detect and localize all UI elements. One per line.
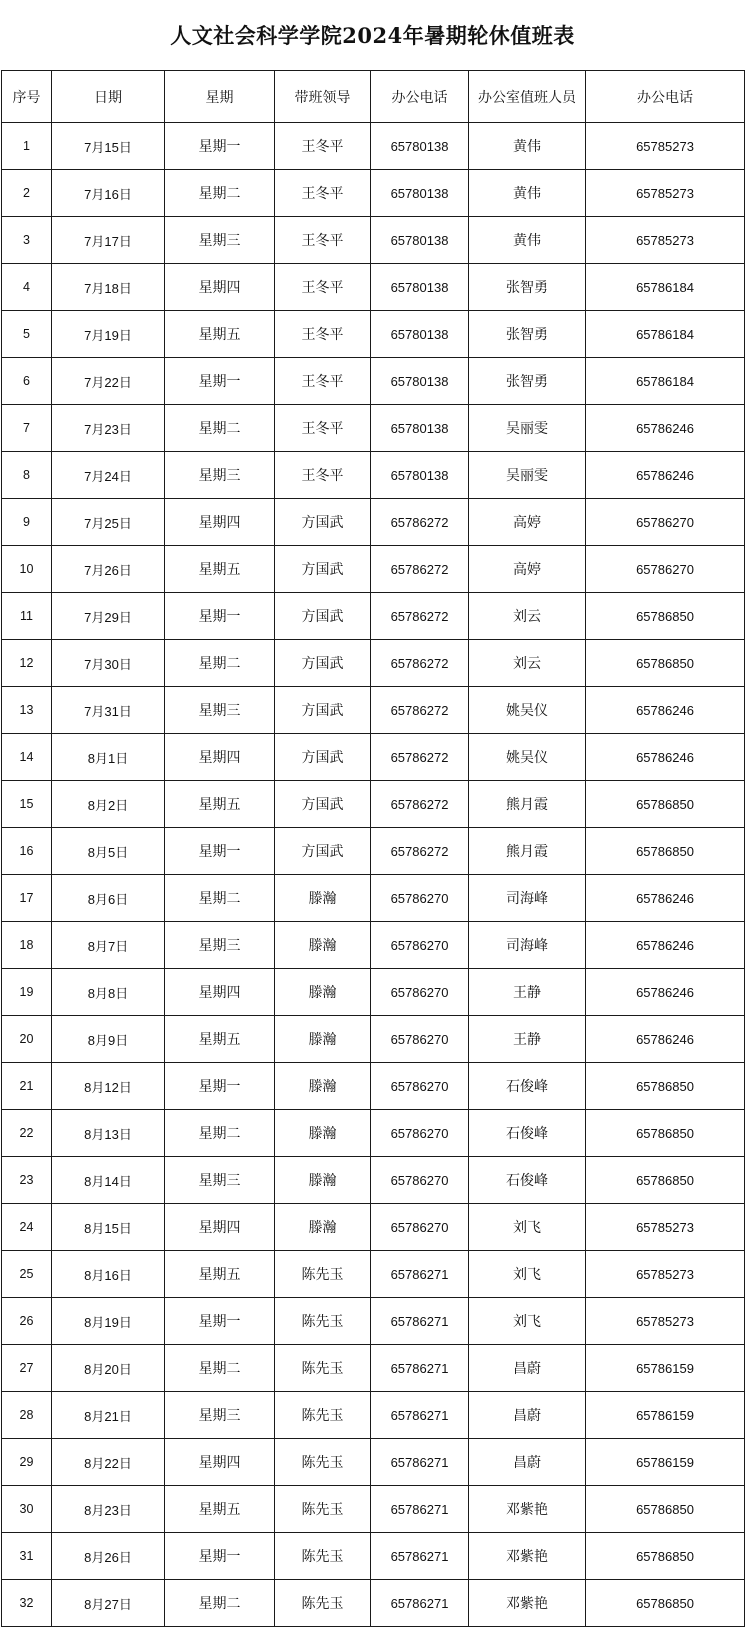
cell-weekday: 星期一 bbox=[165, 1533, 275, 1580]
cell-staff: 石俊峰 bbox=[469, 1157, 586, 1204]
cell-weekday: 星期五 bbox=[165, 311, 275, 358]
cell-leader: 王冬平 bbox=[275, 264, 371, 311]
cell-staff: 石俊峰 bbox=[469, 1063, 586, 1110]
cell-leader: 王冬平 bbox=[275, 311, 371, 358]
cell-staff-phone: 65786246 bbox=[586, 687, 745, 734]
cell-seq: 26 bbox=[2, 1298, 52, 1345]
cell-date: 8月21日 bbox=[52, 1392, 165, 1439]
cell-seq: 4 bbox=[2, 264, 52, 311]
cell-leader-phone: 65786272 bbox=[371, 546, 469, 593]
table-row bbox=[2, 1345, 745, 1392]
cell-weekday: 星期四 bbox=[165, 264, 275, 311]
cell-date: 7月23日 bbox=[52, 405, 165, 452]
cell-staff: 吴丽雯 bbox=[469, 405, 586, 452]
cell-weekday: 星期三 bbox=[165, 687, 275, 734]
cell-seq: 15 bbox=[2, 781, 52, 828]
cell-staff-phone: 65786850 bbox=[586, 1110, 745, 1157]
cell-date: 8月7日 bbox=[52, 922, 165, 969]
cell-leader-phone: 65786270 bbox=[371, 969, 469, 1016]
cell-leader: 王冬平 bbox=[275, 123, 371, 170]
cell-staff: 邓紫艳 bbox=[469, 1580, 586, 1627]
cell-staff-phone: 65786850 bbox=[586, 1580, 745, 1627]
cell-date: 7月16日 bbox=[52, 170, 165, 217]
cell-staff-phone: 65786850 bbox=[586, 1063, 745, 1110]
cell-leader: 王冬平 bbox=[275, 217, 371, 264]
cell-weekday: 星期一 bbox=[165, 358, 275, 405]
cell-seq: 22 bbox=[2, 1110, 52, 1157]
cell-date: 7月22日 bbox=[52, 358, 165, 405]
cell-weekday: 星期三 bbox=[165, 1157, 275, 1204]
cell-staff: 司海峰 bbox=[469, 922, 586, 969]
cell-leader: 滕瀚 bbox=[275, 1063, 371, 1110]
cell-leader: 王冬平 bbox=[275, 405, 371, 452]
table-row bbox=[2, 1063, 745, 1110]
cell-weekday: 星期二 bbox=[165, 405, 275, 452]
header-date: 日期 bbox=[52, 71, 165, 123]
header-staff: 办公室值班人员 bbox=[469, 71, 586, 123]
cell-date: 8月27日 bbox=[52, 1580, 165, 1627]
cell-leader: 滕瀚 bbox=[275, 922, 371, 969]
cell-leader-phone: 65780138 bbox=[371, 170, 469, 217]
cell-weekday: 星期三 bbox=[165, 1392, 275, 1439]
cell-staff: 熊月霞 bbox=[469, 828, 586, 875]
cell-leader: 陈先玉 bbox=[275, 1251, 371, 1298]
cell-staff: 昌蔚 bbox=[469, 1439, 586, 1486]
cell-staff: 张智勇 bbox=[469, 311, 586, 358]
cell-seq: 20 bbox=[2, 1016, 52, 1063]
cell-staff: 昌蔚 bbox=[469, 1392, 586, 1439]
cell-leader: 方国武 bbox=[275, 640, 371, 687]
duty-roster-table bbox=[1, 70, 745, 1627]
cell-staff-phone: 65786159 bbox=[586, 1345, 745, 1392]
cell-seq: 28 bbox=[2, 1392, 52, 1439]
cell-leader: 王冬平 bbox=[275, 452, 371, 499]
cell-seq: 13 bbox=[2, 687, 52, 734]
cell-leader: 陈先玉 bbox=[275, 1345, 371, 1392]
cell-leader: 方国武 bbox=[275, 593, 371, 640]
table-row bbox=[2, 1298, 745, 1345]
cell-leader: 方国武 bbox=[275, 828, 371, 875]
cell-staff-phone: 65786246 bbox=[586, 875, 745, 922]
cell-staff-phone: 65785273 bbox=[586, 123, 745, 170]
cell-seq: 31 bbox=[2, 1533, 52, 1580]
cell-staff: 司海峰 bbox=[469, 875, 586, 922]
cell-staff-phone: 65786850 bbox=[586, 1157, 745, 1204]
cell-weekday: 星期一 bbox=[165, 123, 275, 170]
cell-staff: 张智勇 bbox=[469, 358, 586, 405]
cell-staff: 王静 bbox=[469, 1016, 586, 1063]
cell-leader-phone: 65786270 bbox=[371, 922, 469, 969]
cell-date: 8月16日 bbox=[52, 1251, 165, 1298]
cell-leader-phone: 65780138 bbox=[371, 358, 469, 405]
cell-seq: 27 bbox=[2, 1345, 52, 1392]
cell-date: 8月2日 bbox=[52, 781, 165, 828]
cell-seq: 14 bbox=[2, 734, 52, 781]
cell-leader: 方国武 bbox=[275, 781, 371, 828]
cell-staff: 吴丽雯 bbox=[469, 452, 586, 499]
cell-staff: 刘云 bbox=[469, 640, 586, 687]
cell-weekday: 星期五 bbox=[165, 1251, 275, 1298]
cell-seq: 17 bbox=[2, 875, 52, 922]
cell-date: 7月15日 bbox=[52, 123, 165, 170]
cell-staff-phone: 65785273 bbox=[586, 1204, 745, 1251]
cell-date: 8月6日 bbox=[52, 875, 165, 922]
cell-leader-phone: 65786271 bbox=[371, 1486, 469, 1533]
table-row bbox=[2, 828, 745, 875]
cell-leader-phone: 65786271 bbox=[371, 1392, 469, 1439]
cell-staff: 黄伟 bbox=[469, 217, 586, 264]
cell-staff-phone: 65785273 bbox=[586, 1298, 745, 1345]
cell-staff: 张智勇 bbox=[469, 264, 586, 311]
cell-seq: 23 bbox=[2, 1157, 52, 1204]
cell-seq: 5 bbox=[2, 311, 52, 358]
header-seq: 序号 bbox=[2, 71, 52, 123]
cell-staff-phone: 65786246 bbox=[586, 1016, 745, 1063]
cell-seq: 16 bbox=[2, 828, 52, 875]
cell-leader: 陈先玉 bbox=[275, 1533, 371, 1580]
cell-staff-phone: 65786850 bbox=[586, 1486, 745, 1533]
cell-staff-phone: 65785273 bbox=[586, 217, 745, 264]
cell-seq: 10 bbox=[2, 546, 52, 593]
cell-date: 8月8日 bbox=[52, 969, 165, 1016]
cell-staff-phone: 65786246 bbox=[586, 452, 745, 499]
cell-leader: 王冬平 bbox=[275, 358, 371, 405]
cell-leader-phone: 65786270 bbox=[371, 1157, 469, 1204]
cell-weekday: 星期二 bbox=[165, 170, 275, 217]
cell-seq: 12 bbox=[2, 640, 52, 687]
cell-weekday: 星期二 bbox=[165, 875, 275, 922]
table-row bbox=[2, 781, 745, 828]
cell-date: 8月15日 bbox=[52, 1204, 165, 1251]
cell-weekday: 星期五 bbox=[165, 1486, 275, 1533]
cell-leader-phone: 65780138 bbox=[371, 217, 469, 264]
cell-seq: 11 bbox=[2, 593, 52, 640]
cell-date: 8月26日 bbox=[52, 1533, 165, 1580]
table-body bbox=[2, 123, 745, 1627]
cell-leader: 陈先玉 bbox=[275, 1298, 371, 1345]
cell-date: 8月20日 bbox=[52, 1345, 165, 1392]
table-row bbox=[2, 1016, 745, 1063]
cell-staff: 刘飞 bbox=[469, 1298, 586, 1345]
cell-date: 8月23日 bbox=[52, 1486, 165, 1533]
table-row bbox=[2, 875, 745, 922]
table-row bbox=[2, 1486, 745, 1533]
cell-date: 7月17日 bbox=[52, 217, 165, 264]
cell-seq: 21 bbox=[2, 1063, 52, 1110]
cell-date: 8月9日 bbox=[52, 1016, 165, 1063]
cell-seq: 32 bbox=[2, 1580, 52, 1627]
table-row bbox=[2, 499, 745, 546]
cell-staff-phone: 65785273 bbox=[586, 170, 745, 217]
cell-seq: 6 bbox=[2, 358, 52, 405]
cell-staff-phone: 65786246 bbox=[586, 922, 745, 969]
cell-date: 7月24日 bbox=[52, 452, 165, 499]
cell-weekday: 星期二 bbox=[165, 1345, 275, 1392]
cell-seq: 1 bbox=[2, 123, 52, 170]
cell-weekday: 星期二 bbox=[165, 1580, 275, 1627]
cell-seq: 30 bbox=[2, 1486, 52, 1533]
cell-leader: 王冬平 bbox=[275, 170, 371, 217]
table-row bbox=[2, 1251, 745, 1298]
cell-leader-phone: 65786272 bbox=[371, 734, 469, 781]
cell-date: 7月30日 bbox=[52, 640, 165, 687]
cell-weekday: 星期四 bbox=[165, 1439, 275, 1486]
cell-staff: 高婷 bbox=[469, 499, 586, 546]
cell-weekday: 星期一 bbox=[165, 828, 275, 875]
cell-weekday: 星期四 bbox=[165, 734, 275, 781]
cell-staff-phone: 65786850 bbox=[586, 640, 745, 687]
cell-staff: 高婷 bbox=[469, 546, 586, 593]
cell-weekday: 星期一 bbox=[165, 593, 275, 640]
cell-leader: 方国武 bbox=[275, 546, 371, 593]
cell-weekday: 星期二 bbox=[165, 1110, 275, 1157]
cell-leader: 陈先玉 bbox=[275, 1439, 371, 1486]
cell-staff-phone: 65786184 bbox=[586, 358, 745, 405]
cell-leader-phone: 65786270 bbox=[371, 1110, 469, 1157]
cell-seq: 18 bbox=[2, 922, 52, 969]
cell-leader: 滕瀚 bbox=[275, 969, 371, 1016]
cell-staff: 刘飞 bbox=[469, 1251, 586, 1298]
cell-leader-phone: 65780138 bbox=[371, 452, 469, 499]
cell-leader: 滕瀚 bbox=[275, 1110, 371, 1157]
cell-leader-phone: 65786272 bbox=[371, 828, 469, 875]
table-row bbox=[2, 1110, 745, 1157]
cell-leader-phone: 65780138 bbox=[371, 311, 469, 358]
cell-staff: 黄伟 bbox=[469, 123, 586, 170]
cell-leader-phone: 65786271 bbox=[371, 1298, 469, 1345]
table-row bbox=[2, 311, 745, 358]
cell-staff-phone: 65786270 bbox=[586, 499, 745, 546]
cell-seq: 9 bbox=[2, 499, 52, 546]
cell-staff-phone: 65786246 bbox=[586, 405, 745, 452]
cell-staff-phone: 65786850 bbox=[586, 781, 745, 828]
cell-staff-phone: 65785273 bbox=[586, 1251, 745, 1298]
cell-leader-phone: 65786272 bbox=[371, 781, 469, 828]
cell-date: 7月18日 bbox=[52, 264, 165, 311]
cell-leader-phone: 65786270 bbox=[371, 875, 469, 922]
cell-weekday: 星期三 bbox=[165, 452, 275, 499]
cell-staff-phone: 65786246 bbox=[586, 734, 745, 781]
cell-seq: 7 bbox=[2, 405, 52, 452]
table-header-row bbox=[2, 71, 745, 123]
cell-leader: 方国武 bbox=[275, 687, 371, 734]
cell-weekday: 星期四 bbox=[165, 1204, 275, 1251]
cell-date: 8月5日 bbox=[52, 828, 165, 875]
cell-leader: 方国武 bbox=[275, 734, 371, 781]
cell-seq: 19 bbox=[2, 969, 52, 1016]
table-row bbox=[2, 217, 745, 264]
cell-staff-phone: 65786159 bbox=[586, 1392, 745, 1439]
cell-weekday: 星期五 bbox=[165, 781, 275, 828]
cell-date: 7月26日 bbox=[52, 546, 165, 593]
cell-leader: 滕瀚 bbox=[275, 875, 371, 922]
cell-seq: 24 bbox=[2, 1204, 52, 1251]
table-row bbox=[2, 1392, 745, 1439]
cell-date: 8月13日 bbox=[52, 1110, 165, 1157]
cell-leader-phone: 65786272 bbox=[371, 499, 469, 546]
cell-weekday: 星期五 bbox=[165, 546, 275, 593]
table-row bbox=[2, 687, 745, 734]
table-row bbox=[2, 405, 745, 452]
cell-staff-phone: 65786850 bbox=[586, 828, 745, 875]
cell-weekday: 星期三 bbox=[165, 217, 275, 264]
cell-leader-phone: 65786272 bbox=[371, 593, 469, 640]
cell-seq: 8 bbox=[2, 452, 52, 499]
cell-date: 8月1日 bbox=[52, 734, 165, 781]
cell-staff: 姚吴仪 bbox=[469, 734, 586, 781]
cell-leader-phone: 65786271 bbox=[371, 1580, 469, 1627]
cell-leader-phone: 65780138 bbox=[371, 264, 469, 311]
cell-weekday: 星期三 bbox=[165, 922, 275, 969]
cell-staff: 邓紫艳 bbox=[469, 1486, 586, 1533]
cell-staff: 姚吴仪 bbox=[469, 687, 586, 734]
header-staff-phone: 办公电话 bbox=[586, 71, 745, 123]
table-row bbox=[2, 922, 745, 969]
cell-staff-phone: 65786850 bbox=[586, 1533, 745, 1580]
cell-staff-phone: 65786184 bbox=[586, 311, 745, 358]
table-row bbox=[2, 969, 745, 1016]
cell-staff-phone: 65786184 bbox=[586, 264, 745, 311]
cell-staff-phone: 65786159 bbox=[586, 1439, 745, 1486]
cell-weekday: 星期二 bbox=[165, 640, 275, 687]
cell-leader-phone: 65780138 bbox=[371, 123, 469, 170]
cell-leader-phone: 65786271 bbox=[371, 1439, 469, 1486]
cell-staff: 刘云 bbox=[469, 593, 586, 640]
table-row bbox=[2, 1580, 745, 1627]
cell-leader: 滕瀚 bbox=[275, 1016, 371, 1063]
cell-staff-phone: 65786270 bbox=[586, 546, 745, 593]
page-title: 人文社会科学学院2024年暑期轮休值班表 bbox=[170, 23, 575, 48]
cell-leader: 方国武 bbox=[275, 499, 371, 546]
table-row bbox=[2, 264, 745, 311]
cell-date: 8月19日 bbox=[52, 1298, 165, 1345]
cell-leader-phone: 65786270 bbox=[371, 1063, 469, 1110]
cell-date: 8月12日 bbox=[52, 1063, 165, 1110]
cell-weekday: 星期一 bbox=[165, 1063, 275, 1110]
cell-leader-phone: 65786271 bbox=[371, 1251, 469, 1298]
cell-staff: 石俊峰 bbox=[469, 1110, 586, 1157]
cell-leader-phone: 65786272 bbox=[371, 687, 469, 734]
cell-leader-phone: 65786271 bbox=[371, 1345, 469, 1392]
cell-weekday: 星期四 bbox=[165, 969, 275, 1016]
cell-seq: 25 bbox=[2, 1251, 52, 1298]
cell-date: 7月29日 bbox=[52, 593, 165, 640]
cell-staff-phone: 65786850 bbox=[586, 593, 745, 640]
cell-staff: 刘飞 bbox=[469, 1204, 586, 1251]
cell-staff: 邓紫艳 bbox=[469, 1533, 586, 1580]
header-leader: 带班领导 bbox=[275, 71, 371, 123]
table-row bbox=[2, 546, 745, 593]
cell-date: 7月19日 bbox=[52, 311, 165, 358]
cell-date: 7月25日 bbox=[52, 499, 165, 546]
table-row bbox=[2, 640, 745, 687]
cell-leader-phone: 65786272 bbox=[371, 640, 469, 687]
cell-staff: 王静 bbox=[469, 969, 586, 1016]
cell-staff: 昌蔚 bbox=[469, 1345, 586, 1392]
cell-seq: 3 bbox=[2, 217, 52, 264]
table-row bbox=[2, 1157, 745, 1204]
table-row bbox=[2, 1439, 745, 1486]
cell-seq: 2 bbox=[2, 170, 52, 217]
table-row bbox=[2, 170, 745, 217]
cell-weekday: 星期一 bbox=[165, 1298, 275, 1345]
cell-weekday: 星期五 bbox=[165, 1016, 275, 1063]
header-weekday: 星期 bbox=[165, 71, 275, 123]
table-row bbox=[2, 593, 745, 640]
cell-leader-phone: 65786270 bbox=[371, 1204, 469, 1251]
cell-leader-phone: 65786270 bbox=[371, 1016, 469, 1063]
cell-leader-phone: 65780138 bbox=[371, 405, 469, 452]
cell-date: 8月22日 bbox=[52, 1439, 165, 1486]
cell-seq: 29 bbox=[2, 1439, 52, 1486]
cell-weekday: 星期四 bbox=[165, 499, 275, 546]
table-row bbox=[2, 1204, 745, 1251]
cell-leader: 陈先玉 bbox=[275, 1486, 371, 1533]
cell-date: 8月14日 bbox=[52, 1157, 165, 1204]
table-row bbox=[2, 123, 745, 170]
cell-date: 7月31日 bbox=[52, 687, 165, 734]
table-row bbox=[2, 734, 745, 781]
table-row bbox=[2, 358, 745, 405]
table-row bbox=[2, 452, 745, 499]
cell-leader: 滕瀚 bbox=[275, 1157, 371, 1204]
cell-leader: 陈先玉 bbox=[275, 1392, 371, 1439]
cell-staff: 熊月霞 bbox=[469, 781, 586, 828]
cell-leader: 滕瀚 bbox=[275, 1204, 371, 1251]
table-row bbox=[2, 1533, 745, 1580]
header-leader-phone: 办公电话 bbox=[371, 71, 469, 123]
cell-leader-phone: 65786271 bbox=[371, 1533, 469, 1580]
cell-staff: 黄伟 bbox=[469, 170, 586, 217]
cell-staff-phone: 65786246 bbox=[586, 969, 745, 1016]
cell-leader: 陈先玉 bbox=[275, 1580, 371, 1627]
